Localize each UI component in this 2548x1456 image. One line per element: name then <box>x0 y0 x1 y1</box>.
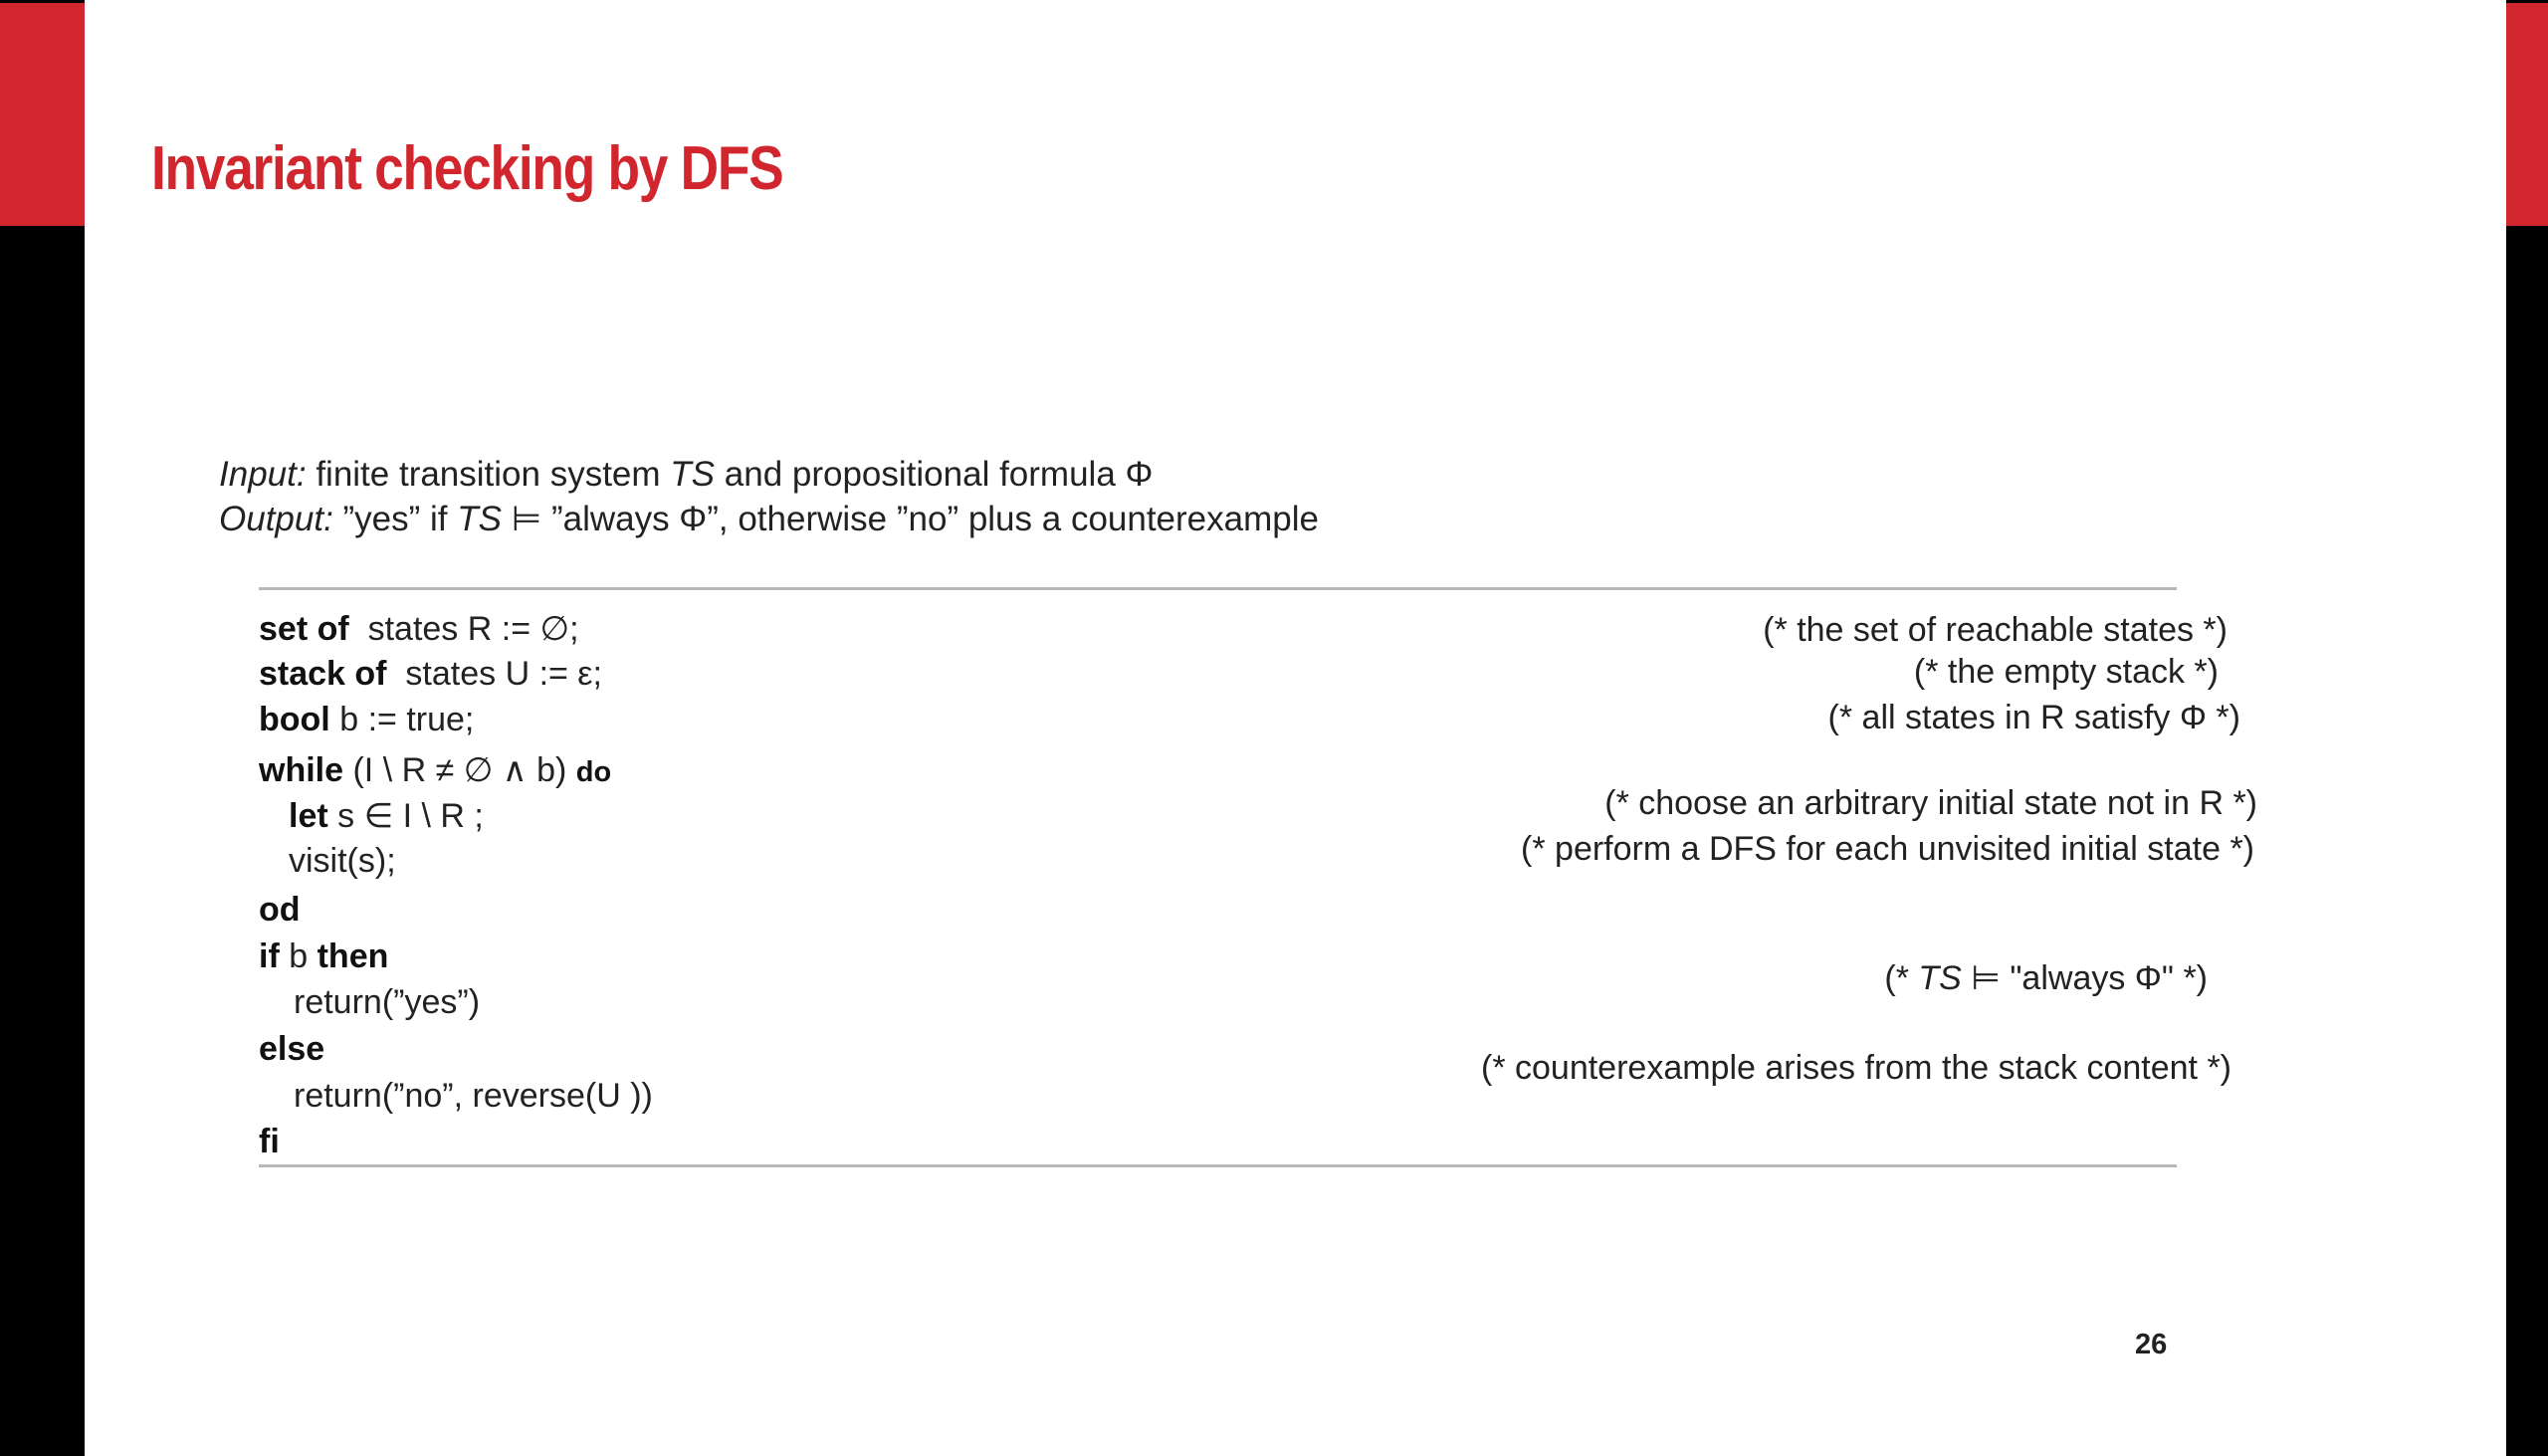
keyword: then <box>317 937 389 975</box>
code-text: return(”no”, reverse(U )) <box>294 1077 653 1115</box>
code-line-9 <box>294 983 480 1022</box>
top-rule <box>259 587 2177 590</box>
code-line-11 <box>294 1077 653 1116</box>
output-text: ”yes” if <box>342 500 448 538</box>
code-text: states R := ∅; <box>367 610 579 648</box>
code-text: visit(s); <box>289 842 396 880</box>
input-text: finite transition system <box>316 455 661 494</box>
code-line-8 <box>259 937 388 976</box>
keyword: do <box>575 756 612 788</box>
output-ts: TS <box>457 500 502 538</box>
code-text: s ∈ I \ R ; <box>337 797 484 835</box>
comment-4: (* choose an arbitrary initial state not in R *) <box>1604 784 2257 822</box>
left-accent-block <box>0 3 85 226</box>
code-line-2 <box>259 655 602 694</box>
code-line-10 <box>259 1030 324 1069</box>
code-line-6 <box>289 842 396 881</box>
code-text: b := true; <box>339 701 475 738</box>
code-line-7 <box>259 891 301 930</box>
keyword: let <box>289 797 328 835</box>
input-rest: and propositional formula Φ <box>724 455 1154 494</box>
input-ts: TS <box>670 455 716 494</box>
keyword: bool <box>259 701 330 738</box>
right-accent-block <box>2506 3 2548 226</box>
keyword: if <box>259 937 280 975</box>
keyword: od <box>259 891 301 929</box>
comment-text: ⊨ "always Φ" *) <box>1971 959 2208 997</box>
slide <box>85 0 2506 1456</box>
comment-3: (* all states in R satisfy Φ *) <box>1827 699 2240 736</box>
code-line-5 <box>289 796 484 836</box>
comment-1: (* the set of reachable states *) <box>1763 611 2228 649</box>
code-line-12 <box>259 1123 280 1161</box>
page-number: 26 <box>2135 1329 2168 1360</box>
code-line-3 <box>259 701 474 739</box>
comment-ts: TS <box>1918 959 1962 997</box>
comment-text: (* <box>1884 959 1909 997</box>
keyword: while <box>259 751 344 789</box>
comment-6 <box>1884 958 2208 998</box>
code-line-4 <box>259 750 611 790</box>
code-text: b <box>289 937 309 975</box>
code-text: return(”yes”) <box>294 983 481 1021</box>
code-line-1 <box>259 609 579 649</box>
output-line <box>219 500 1319 539</box>
input-label: Input: <box>219 455 307 494</box>
slide-title: Invariant checking by DFS <box>151 134 783 203</box>
output-rest: ⊨ ”always Φ”, otherwise ”no” plus a counterexample <box>511 500 1319 538</box>
comment-7: (* counterexample arises from the stack content *) <box>1481 1049 2231 1087</box>
bottom-rule <box>259 1164 2177 1167</box>
output-label: Output: <box>219 500 333 538</box>
input-line <box>219 455 1153 495</box>
keyword: set of <box>259 610 349 648</box>
comment-2: (* the empty stack *) <box>1913 653 2219 691</box>
comment-5: (* perform a DFS for each unvisited initial state *) <box>1521 830 2254 868</box>
code-text: states U := ε; <box>405 655 602 693</box>
keyword: stack of <box>259 655 387 693</box>
keyword: fi <box>259 1123 280 1160</box>
code-text: (I \ R ≠ ∅ ∧ b) <box>352 751 567 789</box>
keyword: else <box>259 1030 325 1068</box>
